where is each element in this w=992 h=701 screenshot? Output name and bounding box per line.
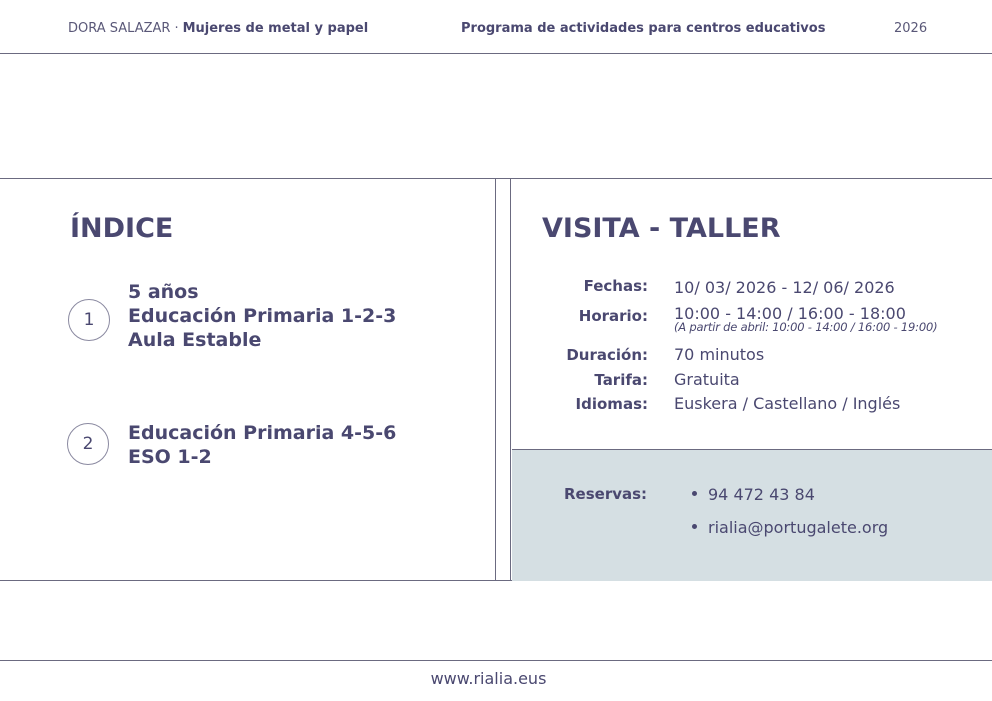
header-year: 2026 bbox=[894, 21, 928, 36]
index-title: ÍNDICE bbox=[70, 213, 174, 244]
footer-website[interactable]: www.rialia.eus bbox=[430, 669, 547, 688]
tarifa-label: Tarifa: bbox=[594, 371, 648, 389]
band-top-rule bbox=[0, 178, 992, 179]
header-separator: · bbox=[174, 21, 179, 36]
horario-note: (A partir de abril: 10:00 - 14:00 / 16:00 - 19:00) bbox=[674, 320, 938, 334]
reservas-label: Reservas: bbox=[564, 485, 648, 503]
index-item-1[interactable] bbox=[128, 280, 396, 352]
program-title: Programa de actividades para centros educativos bbox=[461, 21, 826, 36]
idiomas-value: Euskera / Castellano / Inglés bbox=[674, 394, 901, 413]
fechas-value: 10/ 03/ 2026 - 12/ 06/ 2026 bbox=[674, 278, 895, 297]
duracion-value: 70 minutos bbox=[674, 345, 765, 364]
index-number-1: 1 bbox=[68, 299, 110, 341]
tarifa-value: Gratuita bbox=[674, 370, 740, 389]
horario-value: 10:00 - 14:00 / 16:00 - 18:00 bbox=[674, 304, 906, 323]
index-item-2[interactable] bbox=[128, 421, 396, 469]
reservas-phone[interactable] bbox=[692, 485, 815, 504]
idiomas-label: Idiomas: bbox=[575, 395, 648, 413]
phone-number: 94 472 43 84 bbox=[708, 485, 815, 504]
index-item-line: 5 años bbox=[128, 281, 199, 303]
index-number-2: 2 bbox=[67, 423, 109, 465]
bullet-icon bbox=[692, 524, 697, 529]
fechas-label: Fechas: bbox=[583, 277, 648, 295]
index-item-line: Aula Estable bbox=[128, 329, 262, 351]
horario-label: Horario: bbox=[578, 307, 648, 325]
page-header bbox=[0, 0, 992, 54]
bullet-icon bbox=[692, 491, 697, 496]
index-item-line: ESO 1-2 bbox=[128, 446, 212, 468]
column-divider-right bbox=[510, 178, 511, 581]
index-item-line: Educación Primaria 1-2-3 bbox=[128, 305, 397, 327]
author-name: DORA SALAZAR bbox=[68, 21, 171, 36]
visit-title: VISITA - TALLER bbox=[542, 213, 781, 244]
duracion-label: Duración: bbox=[566, 346, 648, 364]
email-address: rialia@portugalete.org bbox=[708, 518, 889, 537]
reservas-email[interactable] bbox=[692, 518, 888, 537]
reservas-panel bbox=[512, 449, 992, 581]
header-author-title bbox=[68, 21, 368, 36]
index-item-line: Educación Primaria 4-5-6 bbox=[128, 422, 397, 444]
column-divider-left bbox=[495, 178, 496, 581]
work-title: Mujeres de metal y papel bbox=[182, 21, 369, 36]
footer-rule bbox=[0, 660, 992, 661]
